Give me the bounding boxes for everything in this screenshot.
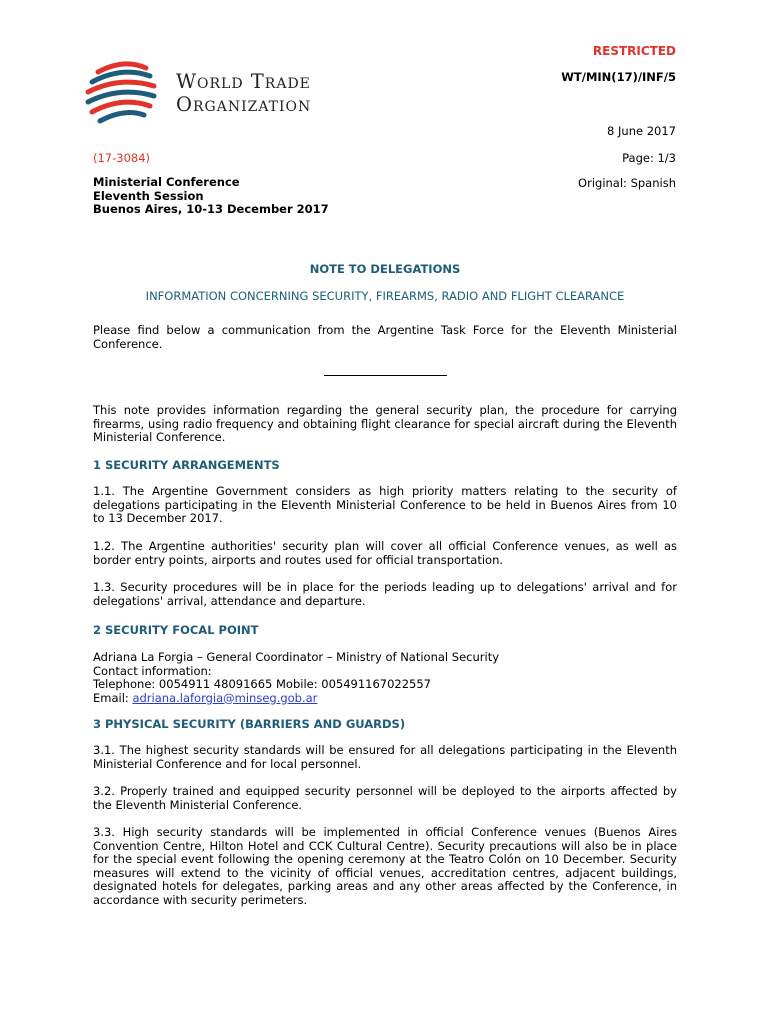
intro-paragraph: Please find below a communication from the Argentine Task Force for the Eleventh Ministerial Conference. [93, 323, 677, 351]
restricted-label: RESTRICTED [592, 44, 676, 58]
divider [324, 375, 447, 376]
original-language: Original: Spanish [578, 176, 676, 190]
document-subtitle: INFORMATION CONCERNING SECURITY, FIREARMS, RADIO AND FLIGHT CLEARANCE [145, 289, 625, 303]
paragraph: 1.3. Security procedures will be in place for the periods leading up to delegations' arrival and for delegations' arrival, attendance and departure. [93, 580, 677, 608]
contact-phone: Telephone: 0054911 48091665 Mobile: 005491167022557 [93, 677, 431, 691]
wto-logo-icon [84, 58, 164, 130]
conference-block [93, 176, 329, 217]
email-link[interactable]: adriana.laforgia@minseg.gob.ar [132, 690, 318, 705]
contact-email-line [93, 692, 499, 706]
email-label: Email: [93, 690, 133, 705]
paragraph: 1.2. The Argentine authorities' security plan will cover all official Conference venues, as well as border entry points, airports and routes used for official transportation. [93, 539, 677, 567]
organization-name [176, 70, 311, 116]
document-title: NOTE TO DELEGATIONS [309, 262, 461, 276]
paragraph: 3.2. Properly trained and equipped security personnel will be deployed to the airports affected by the Eleventh Ministerial Conference. [93, 784, 677, 812]
section-heading: 2 SECURITY FOCAL POINT [93, 623, 259, 637]
conference-line: Eleventh Session [93, 188, 204, 203]
organization-name-line2: Organization [176, 93, 312, 116]
section-heading: 3 PHYSICAL SECURITY (BARRIERS AND GUARDS) [93, 717, 406, 731]
document-reference: (17-3084) [93, 151, 151, 165]
contact-name: Adriana La Forgia – General Coordinator – Ministry of National Security [93, 650, 500, 664]
paragraph: 1.1. The Argentine Government considers as high priority matters relating to the security of delegations participating in the Eleventh Ministerial Conference to be held in Buenos Aires from 10 to 13 December 2017. [93, 484, 677, 525]
document-symbol: WT/MIN(17)/INF/5 [561, 70, 676, 84]
organization-name-line1: World Trade [176, 70, 311, 93]
page-number: Page: 1/3 [622, 151, 676, 165]
paragraph: 3.1. The highest security standards will be ensured for all delegations participating in the Eleventh Ministerial Conference and for local personnel. [93, 743, 677, 771]
conference-line: Ministerial Conference [93, 175, 240, 189]
document-date: 8 June 2017 [607, 124, 676, 138]
wto-logo [84, 58, 334, 130]
section-heading: 1 SECURITY ARRANGEMENTS [93, 458, 280, 472]
overview-paragraph: This note provides information regarding the general security plan, the procedure for carrying firearms, using radio frequency and obtaining flight clearance for special aircraft during the Eleventh Ministerial Conference. [93, 403, 677, 444]
contact-block [93, 651, 499, 705]
paragraph: 3.3. High security standards will be implemented in official Conference venues (Buenos Aires Convention Centre, Hilton Hotel and CCK Cultural Centre). Security precautions will also be in place for the special event following the opening ceremony at the Teatro Colón on 10 December. Security measures will extend to the vicinity of official venues, accreditation centres, adjacent buildings, designated hotels for delegates, parking areas and any other areas affected by the Conference, in accordance with security perimeters. [93, 825, 677, 907]
contact-info-label: Contact information: [93, 663, 212, 678]
conference-line: Buenos Aires, 10-13 December 2017 [93, 202, 329, 216]
